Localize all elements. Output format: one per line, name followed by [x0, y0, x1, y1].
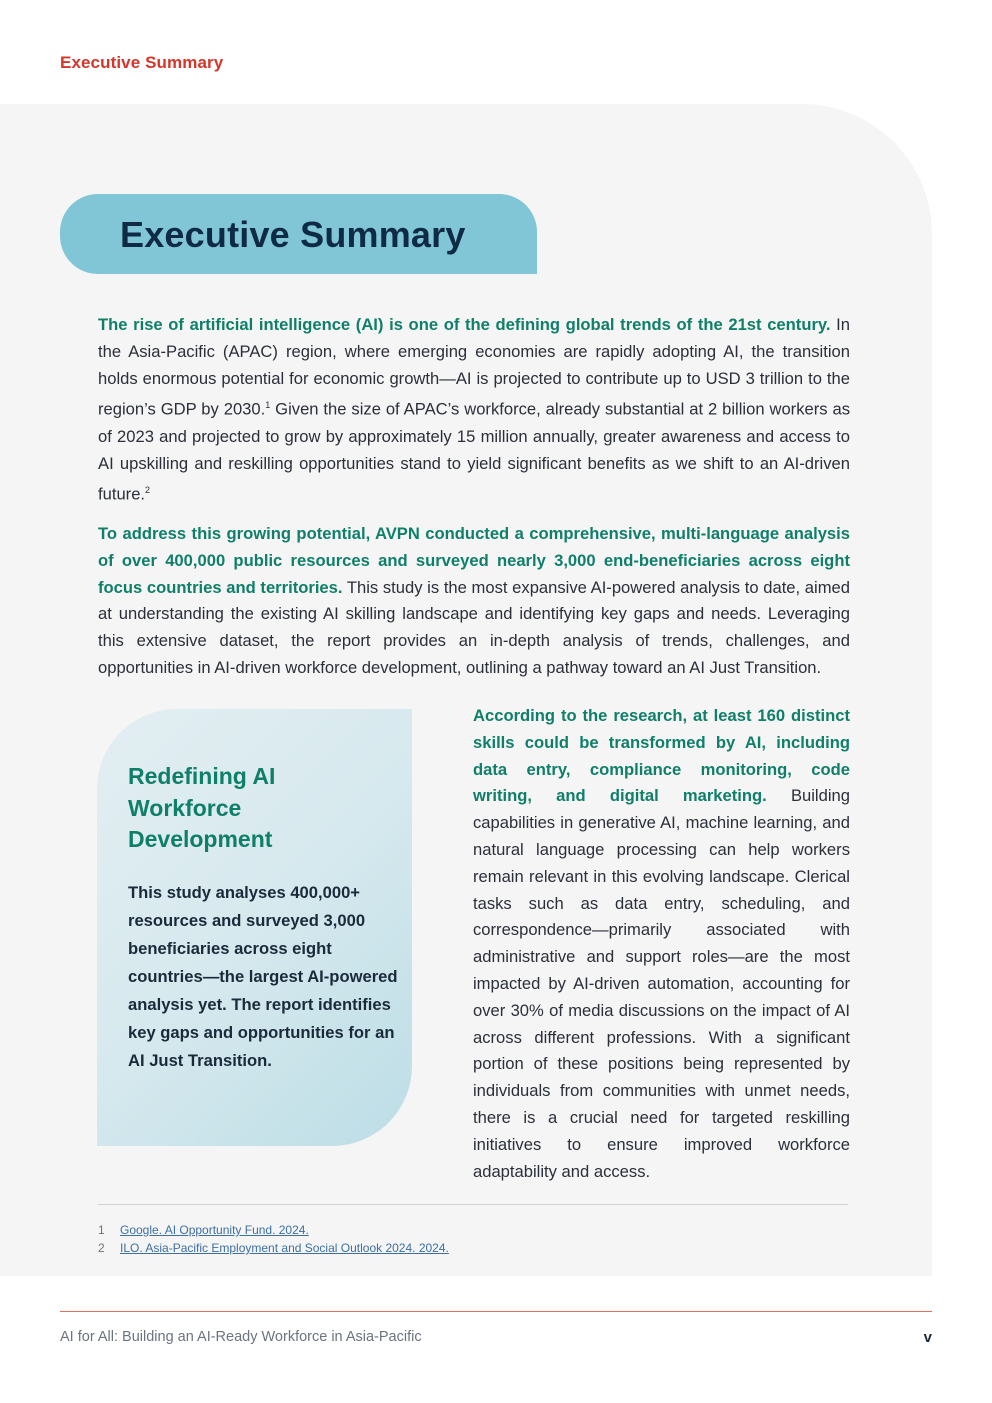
research-text: Building capabilities in generative AI, machine learning, and natural language processing can help workers remain relevant in this evolving landscape. Clerical tasks such as data entry, scheduling, and correspondence—primarily associated with administrative and support roles—are the most impacted by AI-driven automation, accounting for over 30% of media discussions on the impact of AI across different professions. With a significant portion of these positions being represented by individuals from communities with unmet needs, there is a crucial need for targeted reskilling initiatives to ensure improved workforce adaptability and access.	[473, 786, 850, 1181]
intro-text-a: In the Asia-Pacific (APAC) region, where emerging economies are rapidly adopting AI, the transition holds enormous potential for economic growth—AI is projected to contribute up to USD 3 trillion to the region’s GDP by 2030.	[98, 315, 851, 419]
footer-title: AI for All: Building an AI-Ready Workforce in Asia-Pacific	[60, 1329, 422, 1345]
page-number: v	[923, 1329, 932, 1346]
section-label: Executive Summary	[60, 53, 224, 72]
footnote-ref-1[interactable]: 1	[265, 400, 271, 411]
callout-body: This study analyses 400,000+ resources and surveyed 3,000 beneficiaries across eight countries—the largest AI-powered analysis yet. The report identifies key gaps and opportunities for an AI Just Transition.	[128, 883, 398, 1070]
footnote-link-2[interactable]: ILO. Asia-Pacific Employment and Social Outlook 2024. 2024.	[120, 1241, 449, 1255]
footnote-ref-2[interactable]: 2	[145, 485, 151, 496]
research-lead: According to the research, at least 160 distinct skills could be transformed by AI, including data entry, compliance monitoring, code writing, and digital marketing.	[473, 706, 850, 806]
footnote-2	[98, 1241, 449, 1255]
analysis-lead: To address this growing potential, AVPN conducted a comprehensive, multi-language analysis of over 400,000 public resources and surveyed nearly 3,000 end-beneficiaries across eight focus countries and territories.	[98, 524, 850, 597]
title-band	[60, 194, 537, 274]
footnote-number: 1	[98, 1223, 105, 1237]
intro-paragraph	[98, 312, 850, 509]
page-title: Executive Summary	[120, 214, 466, 255]
footnote-divider	[98, 1204, 848, 1205]
footnote-1	[98, 1223, 309, 1237]
callout-heading: Redefining AI Workforce Development	[128, 763, 276, 852]
intro-text-b: Given the size of APAC’s workforce, already substantial at 2 billion workers as of 2023 and projected to grow by approximately 15 million annually, greater awareness and access to AI upskilling and reskilling opportunities stand to yield significant benefits as we shift to an AI-driven future.	[98, 399, 850, 504]
intro-lead: The rise of artificial intelligence (AI) is one of the defining global trends of the 21st century.	[98, 315, 831, 334]
analysis-paragraph	[98, 521, 850, 682]
analysis-text: This study is the most expansive AI-powered analysis to date, aimed at understanding the existing AI skilling landscape and identifying key gaps and needs. Leveraging this extensive dataset, the report provides an in-depth analysis of trends, challenges, and opportunities in AI-driven workforce development, outlining a pathway toward an AI Just Transition.	[98, 577, 850, 677]
footnote-link-1[interactable]: Google. AI Opportunity Fund. 2024.	[120, 1223, 309, 1237]
research-paragraph	[473, 703, 850, 1185]
footer-divider	[60, 1311, 932, 1312]
footnote-number: 2	[98, 1241, 105, 1255]
callout-box	[97, 709, 412, 1146]
